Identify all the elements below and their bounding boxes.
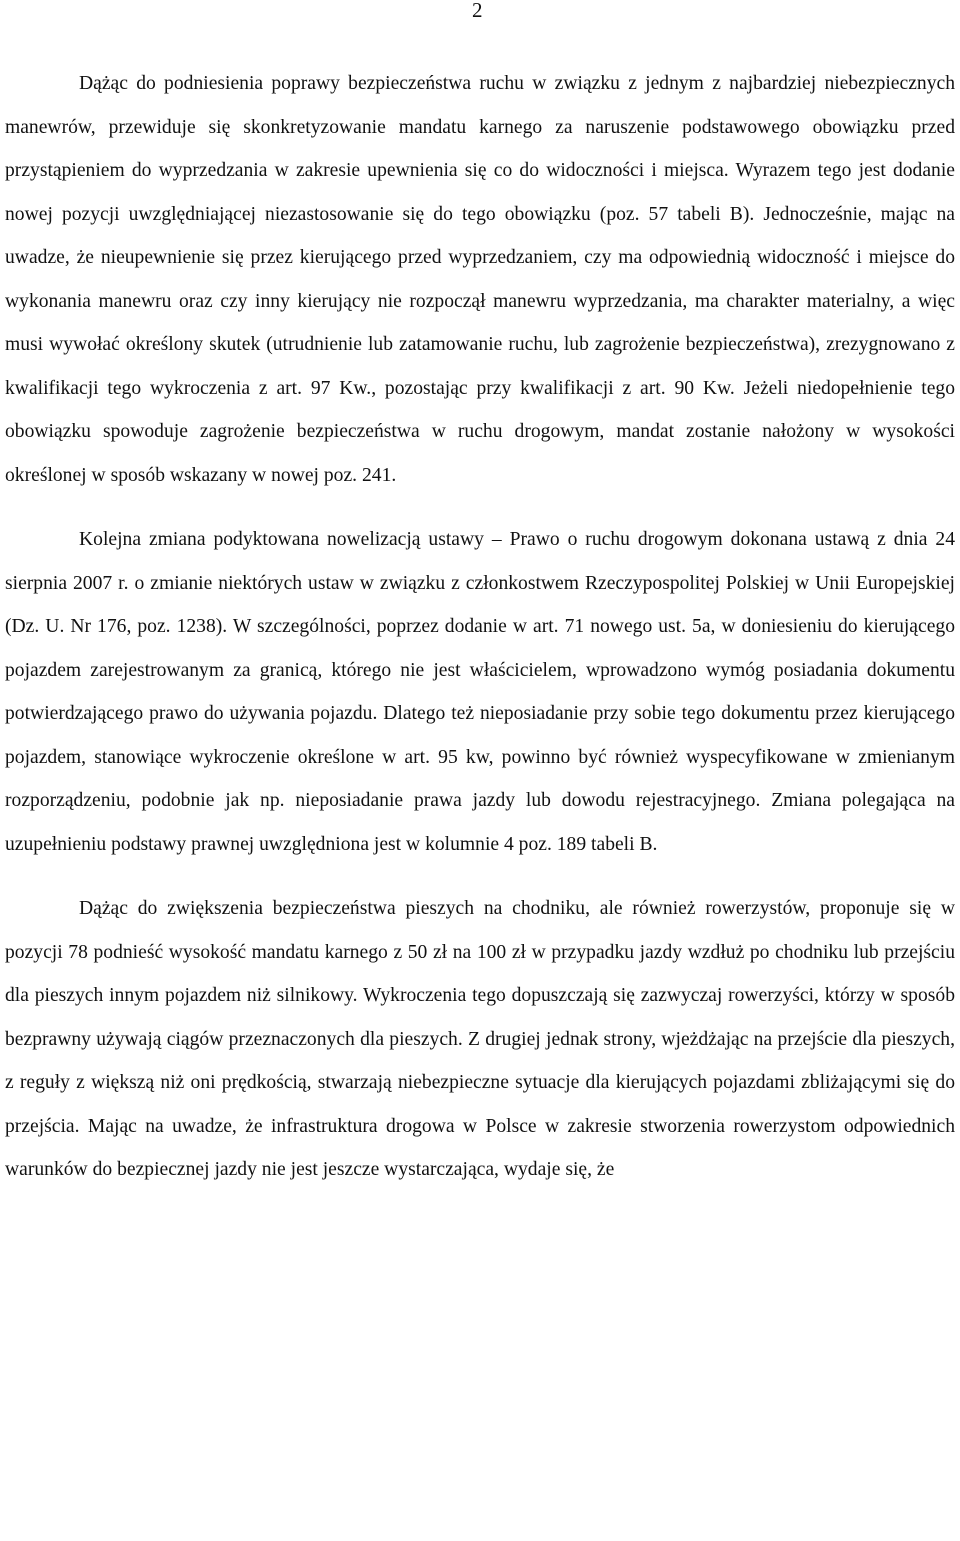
document-body bbox=[5, 62, 955, 1192]
paragraph-overtaking: Dążąc do podniesienia poprawy bezpieczeństwa ruchu w związku z jednym z najbardziej niebezpiecznych manewrów, przewiduje się skonkretyzowanie mandatu karnego za naruszenie podstawowego obowiązku przed przystąpieniem do wyprzedzania w zakresie upewnienia się co do widoczności i miejsca. Wyrazem tego jest dodanie nowej pozycji uwzględniającej niezastosowanie się do tego obowiązku (poz. 57 tabeli B). Jednocześnie, mając na uwadze, że nieupewnienie się przez kierującego przed wyprzedzaniem, czy ma odpowiednią widoczność i miejsce do wykonania manewru oraz czy inny kierujący nie rozpoczął manewru wyprzedzania, ma charakter materialny, a więc musi wywołać określony skutek (utrudnienie lub zatamowanie ruchu, lub zagrożenie bezpieczeństwa), zrezygnowano z kwalifikacji tego wykroczenia z art. 97 Kw., pozostając przy kwalifikacji z art. 90 Kw. Jeżeli niedopełnienie tego obowiązku spowoduje zagrożenie bezpieczeństwa w ruchu drogowym, mandat zostanie nałożony w wysokości określonej w sposób wskazany w nowej poz. 241. bbox=[5, 73, 955, 486]
paragraph-vehicle-document: Kolejna zmiana podyktowana nowelizacją ustawy – Prawo o ruchu drogowym dokonana ustawą z dnia 24 sierpnia 2007 r. o zmianie niektórych ustaw w związku z członkostwem Rzeczypospolitej Polskiej w Unii Europejskiej (Dz. U. Nr 176, poz. 1238). W szczególności, poprzez dodanie w art. 71 nowego ust. 5a, w doniesieniu do kierującego pojazdem zarejestrowanym za granicą, którego nie jest właścicielem, wprowadzono wymóg posiadania dokumentu potwierdzającego prawo do używania pojazdu. Dlatego też nieposiadanie przy sobie tego dokumentu przez kierującego pojazdem, stanowiące wykroczenie określone w art. 95 kw, powinno być również wyspecyfikowane w zmienianym rozporządzeniu, podobnie jak np. nieposiadanie prawa jazdy lub dowodu rejestracyjnego. Zmiana polegająca na uzupełnieniu podstawy prawnej uwzględniona jest w kolumnie 4 poz. 189 tabeli B. bbox=[5, 529, 955, 855]
paragraph-pedestrian-safety: Dążąc do zwiększenia bezpieczeństwa pieszych na chodniku, ale również rowerzystów, proponuje się w pozycji 78 podnieść wysokość mandatu karnego z 50 zł na 100 zł w przypadku jazdy wzdłuż po chodniku lub przejściu dla pieszych innym pojazdem niż silnikowy. Wykroczenia tego dopuszczają się zazwyczaj rowerzyści, którzy w sposób bezprawny używają ciągów przeznaczonych dla pieszych. Z drugiej jednak strony, wjeżdżając na przejście dla pieszych, z reguły z większą niż oni prędkością, stwarzają niebezpieczne sytuacje dla kierujących pojazdami zbliżającymi się do przejścia. Mając na uwadze, że infrastruktura drogowa w Polsce w zakresie stworzenia rowerzystom odpowiednich warunków do bezpiecznej jazdy nie jest jeszcze wystarczająca, wydaje się, że bbox=[5, 898, 955, 1180]
page-number: 2 bbox=[472, 0, 483, 22]
